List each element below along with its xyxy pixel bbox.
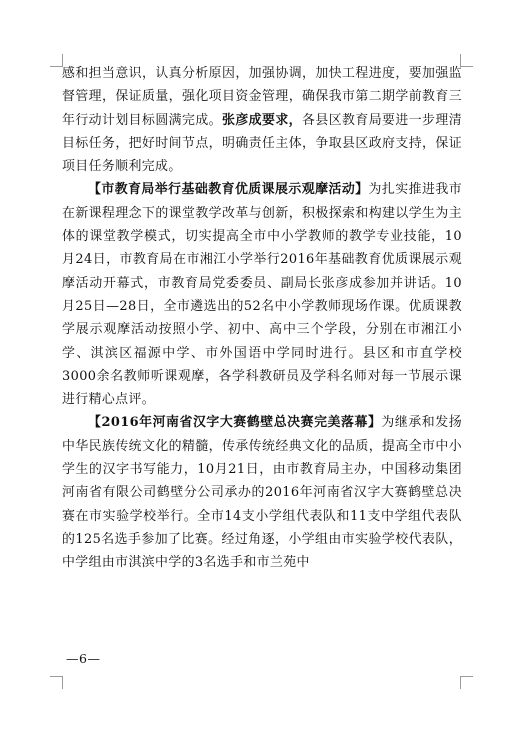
paragraph-news-item [62,411,462,574]
paragraph-text: 各县区教育局要进一步理清目标任务，把好时间节点，明确责任主体，争取县区政府支持，保证项目任务顺利完成。 [62,112,462,175]
paragraph-text: 感和担当意识，认真分析原因，加强协调，加快工程进度，要加强监督管理，保证质量，强化项目资金管理，确保我市第二期学前教育三年行动计划目标圆满完成。 [62,66,462,128]
crop-mark-bottom-left [50,676,63,689]
news-headline: 【市教育局举行基础教育优质课展示观摩活动】 [88,182,369,198]
paragraph-news-item [62,178,462,411]
paragraph-text: 为继承和发扬中华民族传统文化的精髓，传承传统经典文化的品质，提高全市中小学生的汉字书写能力，10月21日，由市教育局主办，中国移动集团河南省有限公司鹤壁分公司承办的2016年河南省汉字大赛鹤壁总决赛在市实验学校举行。全市14支小学组代表队和11支中学组代表队的125名选手参加了比赛。经过角逐，小学组由市实验学校代表队，中学组由市淇滨中学的3名选手和市兰苑中 [62,415,462,571]
crop-mark-bottom-right [460,676,473,689]
paragraph-bold-text: 张彦成要求， [222,112,303,128]
document-body [62,62,462,575]
paragraph-text: 为扎实推进我市在新课程理念下的课堂教学改革与创新，积极探索和构建以学生为主体的课堂教学模式，切实提高全市中小学教师的教学专业技能，10月24日，市教育局在市湘江小学举行2016年基础教育优质课展示观摩活动开幕式，市教育局党委委员、副局长张彦成参加并讲话。10月25日—28日，全市遴选出的52名中小学教师现场作课。优质课教学展示观摩活动按照小学、初中、高中三个学段，分别在市湘江小学、淇滨区福源中学、市外国语中学同时进行。县区和市直学校3000余名教师听课观摩，各学科教研员及学科名师对每一节展示课进行精心点评。 [62,182,462,408]
paragraph-continuation [62,62,462,178]
news-headline: 【2016年河南省汉字大赛鹤壁总决赛完美落幕】 [88,415,382,431]
page-number: —6— [66,651,101,666]
